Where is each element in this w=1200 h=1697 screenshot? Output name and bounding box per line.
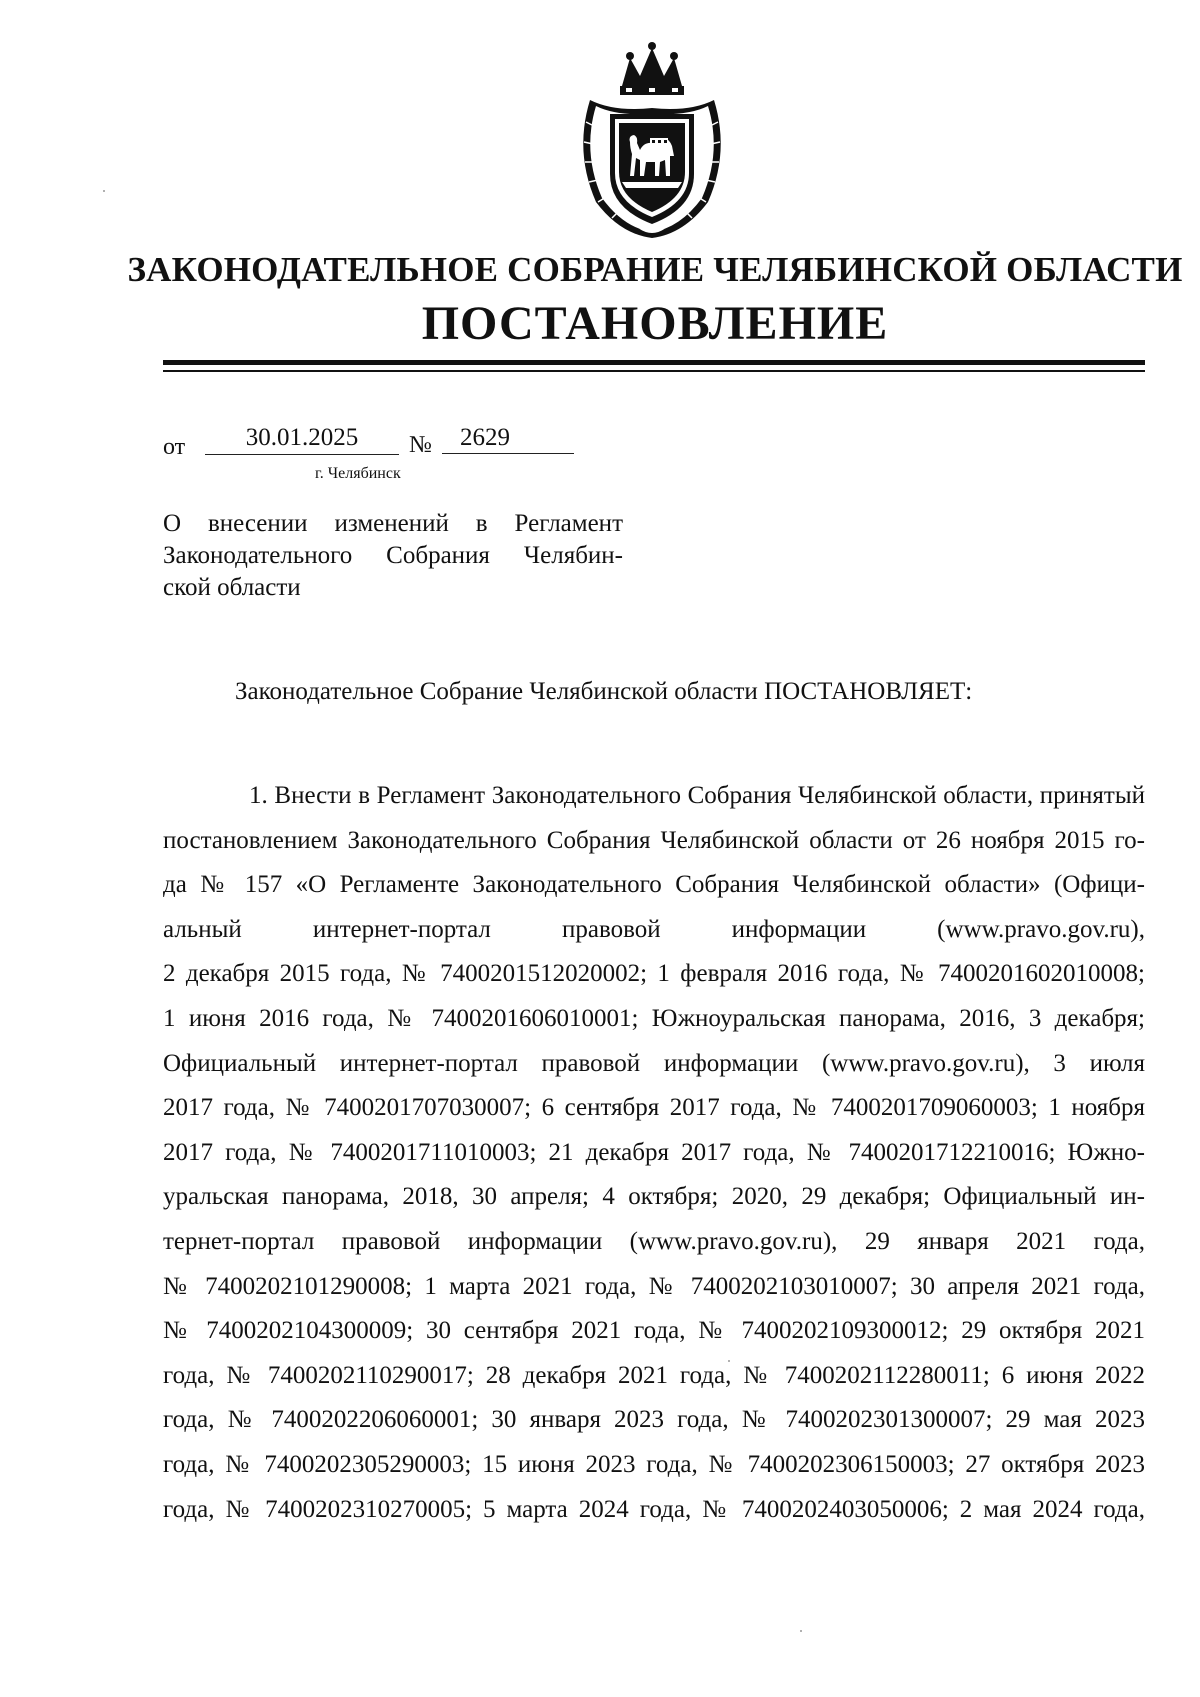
body-line: года, № 7400202310270005; 5 марта 2024 года, № 7400202403050006; 2 мая 2024 года, — [163, 1495, 1145, 1523]
scan-speck — [728, 1360, 730, 1362]
subject-line: О внесении изменений в Регламент — [163, 510, 623, 537]
date-prefix-label: от — [163, 434, 186, 460]
subject-line: Законодательного Собрания Челябин- — [163, 542, 623, 569]
body-line: года, № 7400202305290003; 15 июня 2023 года, № 7400202306150003; 27 октября 2023 — [163, 1450, 1145, 1478]
header-divider-thick — [163, 360, 1145, 365]
scan-speck — [800, 1630, 802, 1632]
body-paragraph — [163, 774, 1145, 1532]
body-line: № 7400202101290008; 1 марта 2021 года, № 7400202103010007; 30 апреля 2021 года, — [163, 1272, 1145, 1300]
body-line: 2 декабря 2015 года, № 7400201512020002; 1 февраля 2016 года, № 7400201602010008; — [163, 960, 1145, 988]
body-line: Официальный интернет-портал правовой информации (www.pravo.gov.ru), 3 июля — [163, 1049, 1145, 1077]
header-divider-thin — [163, 370, 1145, 372]
document-type-title: ПОСТАНОВЛЕНИЕ — [421, 297, 889, 350]
number-sign-label: № — [409, 432, 432, 458]
body-line: 1 июня 2016 года, № 7400201606010001; Южноуральская панорама, 2016, 3 декабря; — [163, 1004, 1145, 1032]
body-line: года, № 7400202110290017; 28 декабря 2021 года, № 7400202112280011; 6 июня 2022 — [163, 1361, 1145, 1389]
document-city: г. Челябинск — [315, 465, 401, 482]
body-line: 1. Внести в Регламент Законодательного Собрания Челябинской области, принятый — [249, 782, 1145, 809]
subject-line: ской области — [163, 574, 301, 601]
document-date: 30.01.2025 — [205, 424, 399, 455]
body-line: 2017 года, № 7400201711010003; 21 декабря 2017 года, № 7400201712210016; Южно- — [163, 1138, 1145, 1166]
document-number: 2629 — [442, 424, 574, 454]
body-line: альный интернет-портал правовой информации (www.pravo.gov.ru), — [163, 915, 1145, 943]
body-line: постановлением Законодательного Собрания Челябинской области от 26 ноября 2015 го- — [163, 826, 1145, 854]
body-line: да № 157 «О Регламенте Законодательного Собрания Челябинской области» (Офици- — [163, 871, 1145, 899]
body-line: № 7400202104300009; 30 сентября 2021 года, № 7400202109300012; 29 октября 2021 — [163, 1317, 1145, 1345]
body-line: года, № 7400202206060001; 30 января 2023 года, № 7400202301300007; 29 мая 2023 — [163, 1406, 1145, 1434]
chelyabinsk-coat-of-arms-icon — [570, 42, 734, 238]
body-line: уральская панорама, 2018, 30 апреля; 4 октября; 2020, 29 декабря; Официальный ин- — [163, 1183, 1145, 1211]
scan-speck — [103, 190, 105, 192]
preamble: Законодательное Собрание Челябинской области ПОСТАНОВЛЯЕТ: — [235, 678, 973, 705]
document-subject — [163, 508, 623, 604]
body-line: 2017 года, № 7400201707030007; 6 сентября 2017 года, № 7400201709060003; 1 ноября — [163, 1094, 1145, 1122]
body-line: тернет-портал правовой информации (www.pravo.gov.ru), 29 января 2021 года, — [163, 1227, 1145, 1255]
organization-title: ЗАКОНОДАТЕЛЬНОЕ СОБРАНИЕ ЧЕЛЯБИНСКОЙ ОБЛАСТИ — [127, 250, 1183, 289]
